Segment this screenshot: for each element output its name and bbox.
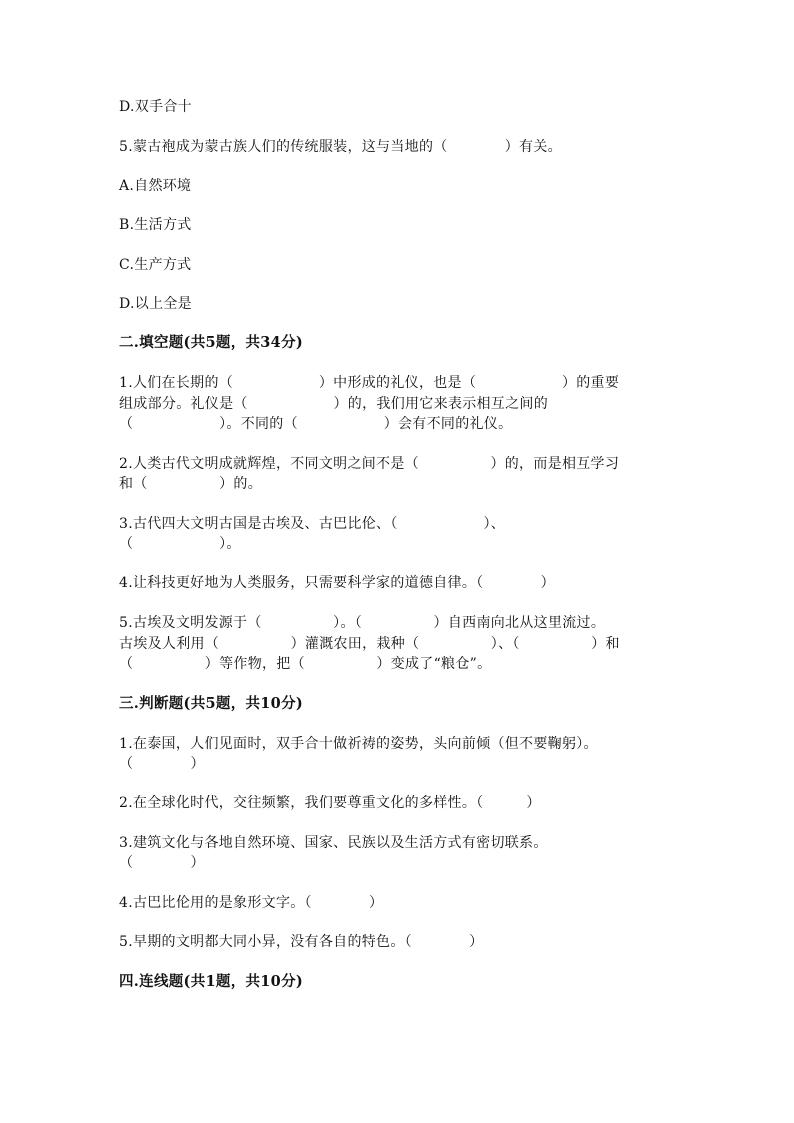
tf-question-1-line-1: 1.在泰国，人们见面时，双手合十做祈祷的姿势，头向前倾（但不要鞠躬）。 xyxy=(119,736,598,752)
fill-question-5-line-1: 5.古埃及文明发源于（ ）。（ ）自西南向北从这里流过。 xyxy=(119,615,606,631)
tf-question-2: 2.在全球化时代，交往频繁，我们要尊重文化的多样性。（ ） xyxy=(119,795,541,811)
fill-question-2-line-1: 2.人类古代文明成就辉煌，不同文明之间不是（ ）的，而是相互学习 xyxy=(119,456,620,472)
fill-question-4: 4.让科技更好地为人类服务，只需要科学家的道德自律。（ ） xyxy=(119,575,555,591)
fill-question-3-line-1: 3.古代四大文明古国是古埃及、古巴比伦、（ ）、 xyxy=(119,516,506,532)
fill-question-5-line-3: （ ）等作物，把（ ）变成了“粮仓”。 xyxy=(119,656,492,672)
section-heading-true-false: 三.判断题(共5题，共10分) xyxy=(119,695,304,712)
fill-question-3-line-2: （ ）。 xyxy=(119,536,241,552)
fill-question-2-line-2: 和（ ）的。 xyxy=(119,476,262,492)
fill-question-5-line-2: 古埃及人利用（ ）灌溉农田，栽种（ ）、（ ）和 xyxy=(119,636,620,652)
option-d-line: D.以上全是 xyxy=(119,296,192,312)
tf-question-5: 5.早期的文明都大同小异，没有各自的特色。（ ） xyxy=(119,934,484,950)
tf-question-1-line-2: （ ） xyxy=(119,756,205,772)
section-heading-matching: 四.连线题(共1题，共10分) xyxy=(119,973,304,990)
section-heading-fill-blank: 二.填空题(共5题，共34分) xyxy=(119,334,304,351)
option-a-line: A.自然环境 xyxy=(119,178,192,194)
tf-question-4: 4.古巴比伦用的是象形文字。（ ） xyxy=(119,895,384,911)
question-5-stem: 5.蒙古袍成为蒙古族人们的传统服装，这与当地的（ ）有关。 xyxy=(119,139,562,155)
option-d-line: D.双手合十 xyxy=(119,99,192,115)
fill-question-1-line-2: 组成部分。礼仪是（ ）的，我们用它来表示相互之间的 xyxy=(119,396,548,412)
fill-question-1-line-1: 1.人们在长期的（ ）中形成的礼仪，也是（ ）的重要 xyxy=(119,375,620,391)
tf-question-3-line-2: （ ） xyxy=(119,855,205,871)
tf-question-3-line-1: 3.建筑文化与各地自然环境、国家、民族以及生活方式有密切联系。 xyxy=(119,835,548,851)
fill-question-1-line-3: （ ）。不同的（ ）会有不同的礼仪。 xyxy=(119,416,513,432)
option-c-line: C.生产方式 xyxy=(119,257,192,273)
option-b-line: B.生活方式 xyxy=(119,217,192,233)
